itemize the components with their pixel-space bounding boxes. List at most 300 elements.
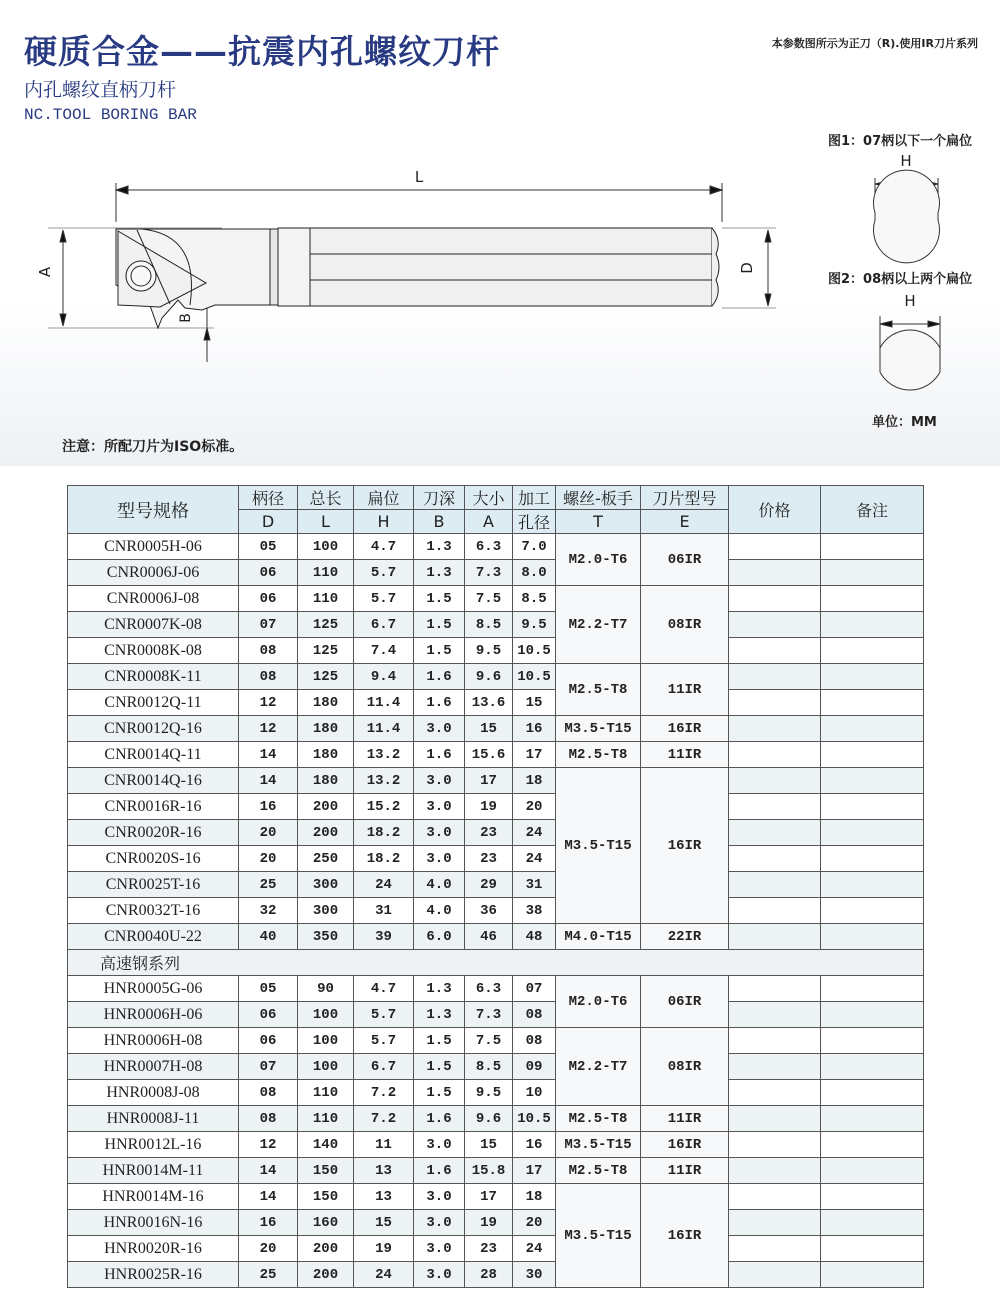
iso-note: 注意：所配刀片为ISO标准。 [62, 439, 244, 455]
cell-hole: 24 [513, 1236, 556, 1262]
cell-L: 100 [298, 534, 354, 560]
cell-H: 7.2 [354, 1106, 414, 1132]
cell-D: 07 [239, 612, 298, 638]
table-row [68, 898, 924, 924]
cell-price[interactable] [729, 1028, 821, 1054]
cell-D: 08 [239, 664, 298, 690]
cell-A: 23 [465, 1236, 513, 1262]
cell-L: 150 [298, 1184, 354, 1210]
cell-price[interactable] [729, 846, 821, 872]
cell-D: 32 [239, 898, 298, 924]
cell-hole: 48 [513, 924, 556, 950]
cell-price[interactable] [729, 768, 821, 794]
cell-L: 200 [298, 1236, 354, 1262]
header-H-cn: 扁位 [354, 486, 414, 510]
cell-hole: 07 [513, 976, 556, 1002]
table-row [68, 820, 924, 846]
cell-D: 16 [239, 1210, 298, 1236]
cell-remark[interactable] [821, 976, 924, 1002]
boring-bar-drawing [0, 140, 800, 380]
cell-A: 46 [465, 924, 513, 950]
cell-remark[interactable] [821, 1080, 924, 1106]
cell-insert-model: 11IR [641, 664, 729, 716]
cell-model: CNR0012Q-16 [68, 716, 239, 742]
cell-remark[interactable] [821, 1158, 924, 1184]
cell-model: CNR0020S-16 [68, 846, 239, 872]
page-subtitle: 内孔螺纹直柄刀杆 [24, 79, 177, 101]
cell-remark[interactable] [821, 612, 924, 638]
cell-price[interactable] [729, 794, 821, 820]
cell-remark[interactable] [821, 1132, 924, 1158]
cell-insert-model: 11IR [641, 742, 729, 768]
cell-A: 7.3 [465, 560, 513, 586]
header-E: E [641, 510, 729, 534]
unit-label: 单位：MM [872, 415, 937, 430]
header-A-cn: 大小 [465, 486, 513, 510]
cell-model: HNR0008J-08 [68, 1080, 239, 1106]
cell-A: 8.5 [465, 612, 513, 638]
cell-B: 1.5 [414, 638, 465, 664]
cell-hole: 8.0 [513, 560, 556, 586]
table-row [68, 742, 924, 768]
cell-remark[interactable] [821, 1002, 924, 1028]
cell-screw-wrench: M3.5-T15 [556, 1184, 641, 1288]
cell-D: 06 [239, 1002, 298, 1028]
header-A: A [465, 510, 513, 534]
cell-remark[interactable] [821, 846, 924, 872]
cell-remark[interactable] [821, 898, 924, 924]
cell-L: 180 [298, 742, 354, 768]
cell-L: 150 [298, 1158, 354, 1184]
header-B-cn: 刀深 [414, 486, 465, 510]
cell-A: 23 [465, 820, 513, 846]
cell-B: 6.0 [414, 924, 465, 950]
cell-model: CNR0020R-16 [68, 820, 239, 846]
cell-H: 5.7 [354, 560, 414, 586]
cell-hole: 10.5 [513, 1106, 556, 1132]
cell-model: HNR0014M-16 [68, 1184, 239, 1210]
cell-model: HNR0012L-16 [68, 1132, 239, 1158]
cell-remark[interactable] [821, 924, 924, 950]
cell-screw-wrench: M4.0-T15 [556, 924, 641, 950]
page-title: 硬质合金——抗震内孔螺纹刀杆 [24, 32, 500, 71]
cell-B: 1.6 [414, 1158, 465, 1184]
cell-price[interactable] [729, 1080, 821, 1106]
cell-remark[interactable] [821, 1236, 924, 1262]
cell-L: 100 [298, 1028, 354, 1054]
cell-B: 1.3 [414, 976, 465, 1002]
cell-H: 4.7 [354, 976, 414, 1002]
cell-B: 1.3 [414, 560, 465, 586]
cell-A: 8.5 [465, 1054, 513, 1080]
cell-remark[interactable] [821, 1054, 924, 1080]
table-row [68, 1002, 924, 1028]
cell-model: CNR0008K-08 [68, 638, 239, 664]
cell-model: CNR0032T-16 [68, 898, 239, 924]
table-row [68, 586, 924, 612]
cell-L: 125 [298, 612, 354, 638]
cell-screw-wrench: M2.5-T8 [556, 742, 641, 768]
section-row [68, 950, 924, 976]
cell-remark[interactable] [821, 1106, 924, 1132]
table-row [68, 768, 924, 794]
cell-A: 9.6 [465, 1106, 513, 1132]
cell-hole: 30 [513, 1262, 556, 1288]
cell-screw-wrench: M2.5-T8 [556, 1106, 641, 1132]
cell-D: 20 [239, 820, 298, 846]
cell-remark[interactable] [821, 586, 924, 612]
cell-B: 3.0 [414, 1236, 465, 1262]
header-T: T [556, 510, 641, 534]
cell-screw-wrench: M3.5-T15 [556, 1132, 641, 1158]
cell-A: 15 [465, 1132, 513, 1158]
cell-price[interactable] [729, 1132, 821, 1158]
header-hole-cn1: 加工 [513, 486, 556, 510]
cell-price[interactable] [729, 924, 821, 950]
cell-remark[interactable] [821, 872, 924, 898]
figure1-label-H: H [900, 152, 912, 170]
cell-model: CNR0006J-06 [68, 560, 239, 586]
cell-L: 250 [298, 846, 354, 872]
cell-model: CNR0025T-16 [68, 872, 239, 898]
cell-A: 7.5 [465, 1028, 513, 1054]
cell-price[interactable] [729, 1210, 821, 1236]
cell-H: 13.2 [354, 742, 414, 768]
cell-H: 9.4 [354, 664, 414, 690]
cell-model: CNR0012Q-11 [68, 690, 239, 716]
cell-price[interactable] [729, 1106, 821, 1132]
cell-B: 1.5 [414, 1028, 465, 1054]
cell-A: 19 [465, 1210, 513, 1236]
cell-model: HNR0006H-06 [68, 1002, 239, 1028]
cell-hole: 31 [513, 872, 556, 898]
cell-L: 110 [298, 586, 354, 612]
header-row-cn [68, 486, 924, 510]
cell-remark[interactable] [821, 1184, 924, 1210]
cell-L: 160 [298, 1210, 354, 1236]
cell-D: 05 [239, 534, 298, 560]
cell-remark[interactable] [821, 560, 924, 586]
cell-model: HNR0007H-08 [68, 1054, 239, 1080]
cell-model: HNR0020R-16 [68, 1236, 239, 1262]
header-model: 型号规格 [68, 486, 239, 534]
cell-H: 6.7 [354, 612, 414, 638]
cell-insert-model: 22IR [641, 924, 729, 950]
cell-remark[interactable] [821, 768, 924, 794]
cell-D: 14 [239, 768, 298, 794]
cell-hole: 18 [513, 1184, 556, 1210]
cell-hole: 9.5 [513, 612, 556, 638]
label-B: B [178, 313, 194, 323]
cell-L: 110 [298, 1106, 354, 1132]
cell-price[interactable] [729, 638, 821, 664]
cell-price[interactable] [729, 820, 821, 846]
cell-remark[interactable] [821, 1210, 924, 1236]
cell-remark[interactable] [821, 742, 924, 768]
cell-hole: 10.5 [513, 664, 556, 690]
cell-model: HNR0008J-11 [68, 1106, 239, 1132]
cell-D: 06 [239, 1028, 298, 1054]
cell-L: 300 [298, 872, 354, 898]
table-row [68, 534, 924, 560]
english-title: NC.TOOL BORING BAR [24, 106, 197, 124]
cell-hole: 10 [513, 1080, 556, 1106]
cell-L: 200 [298, 1262, 354, 1288]
cell-L: 110 [298, 560, 354, 586]
table-row [68, 924, 924, 950]
cell-B: 1.5 [414, 1054, 465, 1080]
cell-H: 13.2 [354, 768, 414, 794]
cell-price[interactable] [729, 1184, 821, 1210]
cell-model: HNR0014M-11 [68, 1158, 239, 1184]
cell-hole: 20 [513, 794, 556, 820]
table-row [68, 690, 924, 716]
cell-H: 4.7 [354, 534, 414, 560]
cell-A: 15.8 [465, 1158, 513, 1184]
cell-H: 18.2 [354, 846, 414, 872]
cell-price[interactable] [729, 664, 821, 690]
cell-model: CNR0014Q-16 [68, 768, 239, 794]
cell-H: 24 [354, 872, 414, 898]
cell-insert-model: 11IR [641, 1106, 729, 1132]
cell-L: 180 [298, 768, 354, 794]
cell-hole: 8.5 [513, 586, 556, 612]
cell-remark[interactable] [821, 664, 924, 690]
cell-hole: 09 [513, 1054, 556, 1080]
cell-B: 1.5 [414, 612, 465, 638]
cell-price[interactable] [729, 1158, 821, 1184]
cell-model: CNR0007K-08 [68, 612, 239, 638]
table-row [68, 1132, 924, 1158]
table-row [68, 976, 924, 1002]
cell-H: 6.7 [354, 1054, 414, 1080]
cell-hole: 08 [513, 1002, 556, 1028]
cell-remark[interactable] [821, 638, 924, 664]
cell-price[interactable] [729, 1002, 821, 1028]
cell-price[interactable] [729, 716, 821, 742]
cell-D: 14 [239, 1158, 298, 1184]
header-H: H [354, 510, 414, 534]
cell-price[interactable] [729, 586, 821, 612]
cell-H: 19 [354, 1236, 414, 1262]
cell-A: 7.3 [465, 1002, 513, 1028]
cell-remark[interactable] [821, 794, 924, 820]
cell-L: 200 [298, 820, 354, 846]
cell-D: 08 [239, 1080, 298, 1106]
cell-B: 1.5 [414, 586, 465, 612]
cell-A: 17 [465, 1184, 513, 1210]
cell-remark[interactable] [821, 820, 924, 846]
cell-model: HNR0005G-06 [68, 976, 239, 1002]
cell-remark[interactable] [821, 534, 924, 560]
cell-B: 1.6 [414, 742, 465, 768]
table-row [68, 1106, 924, 1132]
cell-screw-wrench: M3.5-T15 [556, 716, 641, 742]
cell-hole: 20 [513, 1210, 556, 1236]
cell-A: 15 [465, 716, 513, 742]
cell-D: 14 [239, 1184, 298, 1210]
cell-model: CNR0008K-11 [68, 664, 239, 690]
cell-L: 140 [298, 1132, 354, 1158]
cell-remark[interactable] [821, 690, 924, 716]
table-row [68, 1210, 924, 1236]
header-L-cn: 总长 [298, 486, 354, 510]
figure1-section [860, 150, 960, 270]
cell-D: 05 [239, 976, 298, 1002]
cell-L: 125 [298, 638, 354, 664]
cell-remark[interactable] [821, 716, 924, 742]
table-row [68, 560, 924, 586]
cell-B: 3.0 [414, 768, 465, 794]
table-row [68, 664, 924, 690]
cell-hole: 16 [513, 716, 556, 742]
cell-D: 25 [239, 1262, 298, 1288]
cell-L: 125 [298, 664, 354, 690]
cell-price[interactable] [729, 976, 821, 1002]
cell-H: 5.7 [354, 586, 414, 612]
cell-D: 25 [239, 872, 298, 898]
cell-B: 3.0 [414, 1184, 465, 1210]
cell-H: 5.7 [354, 1028, 414, 1054]
cell-H: 13 [354, 1158, 414, 1184]
header-D: D [239, 510, 298, 534]
cell-remark[interactable] [821, 1028, 924, 1054]
cell-model: CNR0040U-22 [68, 924, 239, 950]
header-remark: 备注 [821, 486, 924, 534]
cell-B: 1.6 [414, 1106, 465, 1132]
cell-price[interactable] [729, 1054, 821, 1080]
cell-insert-model: 06IR [641, 976, 729, 1028]
cell-H: 7.2 [354, 1080, 414, 1106]
cell-screw-wrench: M2.0-T6 [556, 534, 641, 586]
cell-hole: 15 [513, 690, 556, 716]
cell-D: 20 [239, 1236, 298, 1262]
cell-A: 19 [465, 794, 513, 820]
cell-hole: 17 [513, 1158, 556, 1184]
cell-price[interactable] [729, 1262, 821, 1288]
cell-L: 180 [298, 690, 354, 716]
cell-A: 9.5 [465, 1080, 513, 1106]
cell-A: 9.5 [465, 638, 513, 664]
cell-H: 24 [354, 1262, 414, 1288]
cell-price[interactable] [729, 612, 821, 638]
cell-price[interactable] [729, 742, 821, 768]
cell-model: CNR0005H-06 [68, 534, 239, 560]
table-row [68, 1054, 924, 1080]
header-L: L [298, 510, 354, 534]
label-D: D [738, 262, 756, 274]
cell-screw-wrench: M2.2-T7 [556, 1028, 641, 1106]
cell-D: 40 [239, 924, 298, 950]
cell-A: 6.3 [465, 534, 513, 560]
cell-L: 200 [298, 794, 354, 820]
cell-H: 11 [354, 1132, 414, 1158]
cell-price[interactable] [729, 534, 821, 560]
cell-L: 90 [298, 976, 354, 1002]
cell-B: 3.0 [414, 716, 465, 742]
table-row [68, 612, 924, 638]
cell-A: 23 [465, 846, 513, 872]
table-row [68, 638, 924, 664]
cell-A: 29 [465, 872, 513, 898]
cell-H: 7.4 [354, 638, 414, 664]
header-T-cn: 螺丝-板手 [556, 486, 641, 510]
cell-L: 100 [298, 1002, 354, 1028]
cell-D: 12 [239, 716, 298, 742]
cell-price[interactable] [729, 898, 821, 924]
header-D-cn: 柄径 [239, 486, 298, 510]
figure2-section [860, 290, 960, 410]
label-L: L [414, 168, 424, 186]
cell-D: 12 [239, 690, 298, 716]
cell-B: 4.0 [414, 898, 465, 924]
cell-H: 15 [354, 1210, 414, 1236]
table-row [68, 872, 924, 898]
cell-L: 110 [298, 1080, 354, 1106]
cell-L: 350 [298, 924, 354, 950]
cell-remark[interactable] [821, 1262, 924, 1288]
cell-D: 16 [239, 794, 298, 820]
cell-D: 06 [239, 560, 298, 586]
cell-A: 28 [465, 1262, 513, 1288]
cell-A: 9.6 [465, 664, 513, 690]
cell-insert-model: 16IR [641, 1132, 729, 1158]
cell-hole: 24 [513, 820, 556, 846]
cell-A: 15.6 [465, 742, 513, 768]
cell-model: CNR0014Q-11 [68, 742, 239, 768]
cell-hole: 18 [513, 768, 556, 794]
spec-table [67, 485, 924, 1288]
cell-A: 13.6 [465, 690, 513, 716]
cell-model: HNR0006H-08 [68, 1028, 239, 1054]
header-hole-cn2: 孔径 [513, 510, 556, 534]
cell-H: 13 [354, 1184, 414, 1210]
cell-price[interactable] [729, 872, 821, 898]
table-row [68, 1262, 924, 1288]
cell-D: 06 [239, 586, 298, 612]
cell-screw-wrench: M2.2-T7 [556, 586, 641, 664]
cell-L: 100 [298, 1054, 354, 1080]
table-row [68, 1158, 924, 1184]
cell-model: CNR0006J-08 [68, 586, 239, 612]
label-A: A [36, 266, 54, 278]
cell-L: 180 [298, 716, 354, 742]
cell-hole: 08 [513, 1028, 556, 1054]
cell-B: 4.0 [414, 872, 465, 898]
cell-H: 39 [354, 924, 414, 950]
cell-B: 3.0 [414, 1132, 465, 1158]
cell-insert-model: 16IR [641, 716, 729, 742]
cell-H: 5.7 [354, 1002, 414, 1028]
header-E-cn: 刀片型号 [641, 486, 729, 510]
cell-D: 08 [239, 1106, 298, 1132]
cell-B: 1.6 [414, 690, 465, 716]
cell-hole: 38 [513, 898, 556, 924]
section-label-hss: 高速钢系列 [68, 950, 924, 976]
cell-model: CNR0016R-16 [68, 794, 239, 820]
cell-D: 20 [239, 846, 298, 872]
cell-B: 1.3 [414, 1002, 465, 1028]
cell-B: 3.0 [414, 794, 465, 820]
table-row [68, 1184, 924, 1210]
cell-A: 36 [465, 898, 513, 924]
table-row [68, 794, 924, 820]
cell-price[interactable] [729, 560, 821, 586]
cell-price[interactable] [729, 1236, 821, 1262]
cell-price[interactable] [729, 690, 821, 716]
cell-screw-wrench: M2.5-T8 [556, 664, 641, 716]
spec-table-body [68, 534, 924, 1288]
